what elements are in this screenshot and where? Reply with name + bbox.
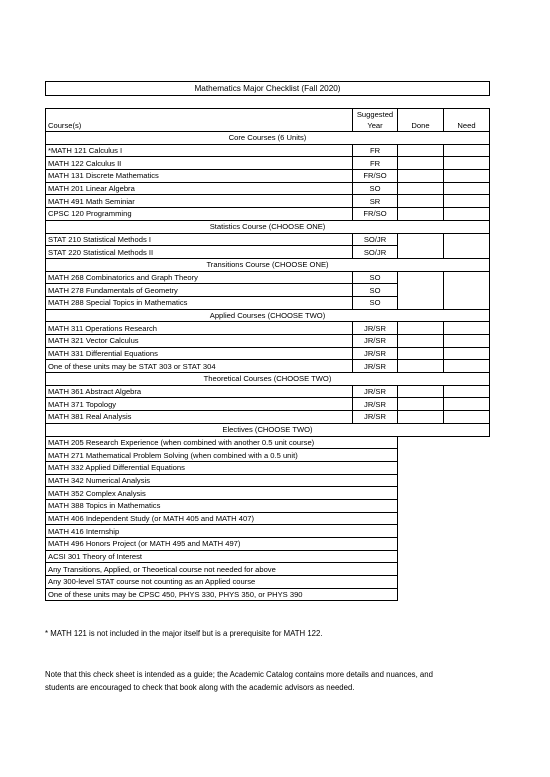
checklist-table bbox=[45, 108, 490, 601]
section-header-electives bbox=[46, 423, 490, 436]
empty-cell bbox=[444, 563, 490, 576]
elective-name: MATH 416 Internship bbox=[46, 525, 398, 538]
header-row bbox=[46, 120, 490, 132]
section-header-transitions bbox=[46, 258, 490, 271]
elective-row bbox=[46, 538, 490, 551]
done-checkbox-cell[interactable] bbox=[398, 170, 444, 183]
suggested-year: JR/SR bbox=[353, 322, 398, 335]
suggested-year: JR/SR bbox=[353, 385, 398, 398]
suggested-year: SO/JR bbox=[353, 246, 398, 259]
empty-cell bbox=[444, 525, 490, 538]
elective-row bbox=[46, 449, 490, 462]
need-checkbox-cell[interactable] bbox=[444, 398, 490, 411]
empty-cell bbox=[444, 474, 490, 487]
section-title: Applied Courses (CHOOSE TWO) bbox=[46, 309, 490, 322]
elective-name: MATH 332 Applied Differential Equations bbox=[46, 461, 398, 474]
need-checkbox-cell[interactable] bbox=[444, 322, 490, 335]
done-checkbox-cell[interactable] bbox=[398, 157, 444, 170]
empty-cell bbox=[398, 461, 444, 474]
header-blank bbox=[46, 109, 353, 121]
elective-row bbox=[46, 512, 490, 525]
empty-cell bbox=[444, 550, 490, 563]
section-header-applied bbox=[46, 309, 490, 322]
course-name: MATH 268 Combinatorics and Graph Theory bbox=[46, 271, 353, 284]
need-checkbox-cell[interactable] bbox=[444, 195, 490, 208]
header-need: Need bbox=[444, 120, 490, 132]
elective-name: ACSI 301 Theory of Interest bbox=[46, 550, 398, 563]
suggested-year: SO bbox=[353, 271, 398, 284]
elective-row bbox=[46, 550, 490, 563]
course-name: MATH 491 Math Seminiar bbox=[46, 195, 353, 208]
section-title: Core Courses (6 Units) bbox=[46, 132, 490, 145]
suggested-year: JR/SR bbox=[353, 398, 398, 411]
done-checkbox-cell[interactable] bbox=[398, 271, 444, 309]
empty-cell bbox=[398, 487, 444, 500]
header-row bbox=[46, 109, 490, 121]
elective-row bbox=[46, 461, 490, 474]
need-checkbox-cell[interactable] bbox=[444, 360, 490, 373]
course-name: MATH 321 Vector Calculus bbox=[46, 335, 353, 348]
elective-name: MATH 342 Numerical Analysis bbox=[46, 474, 398, 487]
done-checkbox-cell[interactable] bbox=[398, 144, 444, 157]
course-name: MATH 311 Operations Research bbox=[46, 322, 353, 335]
done-checkbox-cell[interactable] bbox=[398, 322, 444, 335]
empty-cell bbox=[398, 588, 444, 601]
elective-name: Any 300-level STAT course not counting as an Applied course bbox=[46, 576, 398, 589]
empty-cell bbox=[398, 550, 444, 563]
suggested-year: FR/SO bbox=[353, 208, 398, 221]
need-checkbox-cell[interactable] bbox=[444, 170, 490, 183]
suggested-year: JR/SR bbox=[353, 411, 398, 424]
done-checkbox-cell[interactable] bbox=[398, 182, 444, 195]
done-checkbox-cell[interactable] bbox=[398, 398, 444, 411]
course-row bbox=[46, 195, 490, 208]
suggested-year: FR bbox=[353, 144, 398, 157]
header-blank bbox=[398, 109, 444, 121]
empty-cell bbox=[444, 499, 490, 512]
page-title: Mathematics Major Checklist (Fall 2020) bbox=[45, 81, 490, 96]
done-checkbox-cell[interactable] bbox=[398, 411, 444, 424]
footnote: * MATH 121 is not included in the major itself but is a prerequisite for MATH 122. bbox=[45, 629, 323, 638]
suggested-year: FR bbox=[353, 157, 398, 170]
section-title: Electives (CHOOSE TWO) bbox=[46, 423, 490, 436]
empty-cell bbox=[398, 474, 444, 487]
need-checkbox-cell[interactable] bbox=[444, 233, 490, 258]
need-checkbox-cell[interactable] bbox=[444, 157, 490, 170]
suggested-year: JR/SR bbox=[353, 335, 398, 348]
course-row bbox=[46, 170, 490, 183]
done-checkbox-cell[interactable] bbox=[398, 360, 444, 373]
elective-row bbox=[46, 499, 490, 512]
empty-cell bbox=[444, 588, 490, 601]
course-name: MATH 131 Discrete Mathematics bbox=[46, 170, 353, 183]
course-name: MATH 122 Calculus II bbox=[46, 157, 353, 170]
elective-name: MATH 496 Honors Project (or MATH 495 and MATH 497) bbox=[46, 538, 398, 551]
empty-cell bbox=[398, 538, 444, 551]
course-name: *MATH 121 Calculus I bbox=[46, 144, 353, 157]
need-checkbox-cell[interactable] bbox=[444, 144, 490, 157]
course-name: MATH 201 Linear Algebra bbox=[46, 182, 353, 195]
empty-cell bbox=[444, 449, 490, 462]
course-row bbox=[46, 398, 490, 411]
empty-cell bbox=[398, 525, 444, 538]
empty-cell bbox=[444, 487, 490, 500]
empty-cell bbox=[444, 538, 490, 551]
course-row bbox=[46, 335, 490, 348]
course-row bbox=[46, 360, 490, 373]
empty-cell bbox=[444, 576, 490, 589]
course-row bbox=[46, 157, 490, 170]
elective-row bbox=[46, 563, 490, 576]
course-name: MATH 371 Topology bbox=[46, 398, 353, 411]
elective-name: MATH 271 Mathematical Problem Solving (when combined with a 0.5 unit) bbox=[46, 449, 398, 462]
elective-row bbox=[46, 474, 490, 487]
suggested-year: JR/SR bbox=[353, 360, 398, 373]
empty-cell bbox=[398, 449, 444, 462]
done-checkbox-cell[interactable] bbox=[398, 208, 444, 221]
need-checkbox-cell[interactable] bbox=[444, 182, 490, 195]
course-name: STAT 220 Statistical Methods II bbox=[46, 246, 353, 259]
suggested-year: SO bbox=[353, 284, 398, 297]
suggested-year: JR/SR bbox=[353, 347, 398, 360]
course-row bbox=[46, 385, 490, 398]
course-row bbox=[46, 322, 490, 335]
empty-cell bbox=[398, 499, 444, 512]
course-name: MATH 288 Special Topics in Mathematics bbox=[46, 296, 353, 309]
need-checkbox-cell[interactable] bbox=[444, 271, 490, 309]
elective-name: MATH 388 Topics in Mathematics bbox=[46, 499, 398, 512]
suggested-year: SO/JR bbox=[353, 233, 398, 246]
done-checkbox-cell[interactable] bbox=[398, 195, 444, 208]
need-checkbox-cell[interactable] bbox=[444, 411, 490, 424]
section-title: Statistics Course (CHOOSE ONE) bbox=[46, 220, 490, 233]
suggested-year: SR bbox=[353, 195, 398, 208]
empty-cell bbox=[444, 461, 490, 474]
course-name: MATH 331 Differential Equations bbox=[46, 347, 353, 360]
course-row bbox=[46, 411, 490, 424]
section-title: Theoretical Courses (CHOOSE TWO) bbox=[46, 373, 490, 386]
section-header-statistics bbox=[46, 220, 490, 233]
need-checkbox-cell[interactable] bbox=[444, 335, 490, 348]
need-checkbox-cell[interactable] bbox=[444, 347, 490, 360]
empty-cell bbox=[398, 576, 444, 589]
guide-note: Note that this check sheet is intended as a guide; the Academic Catalog contains more details and nuances, and students are encouraged to check that book along with the academic advisors as needed. bbox=[45, 670, 433, 692]
done-checkbox-cell[interactable] bbox=[398, 347, 444, 360]
elective-row bbox=[46, 436, 490, 449]
empty-cell bbox=[398, 436, 444, 449]
header-done: Done bbox=[398, 120, 444, 132]
header-course: Course(s) bbox=[46, 120, 353, 132]
need-checkbox-cell[interactable] bbox=[444, 385, 490, 398]
elective-name: MATH 406 Independent Study (or MATH 405 and MATH 407) bbox=[46, 512, 398, 525]
course-name: STAT 210 Statistical Methods I bbox=[46, 233, 353, 246]
course-row bbox=[46, 144, 490, 157]
suggested-year: FR/SO bbox=[353, 170, 398, 183]
empty-cell bbox=[444, 512, 490, 525]
course-name: One of these units may be STAT 303 or STAT 304 bbox=[46, 360, 353, 373]
elective-name: One of these units may be CPSC 450, PHYS 330, PHYS 350, or PHYS 390 bbox=[46, 588, 398, 601]
done-checkbox-cell[interactable] bbox=[398, 385, 444, 398]
course-name: MATH 361 Abstract Algebra bbox=[46, 385, 353, 398]
course-row bbox=[46, 233, 490, 246]
elective-row bbox=[46, 588, 490, 601]
header-year: Year bbox=[353, 120, 398, 132]
header-suggested: Suggested bbox=[353, 109, 398, 121]
course-name: CPSC 120 Programming bbox=[46, 208, 353, 221]
course-name: MATH 278 Fundamentals of Geometry bbox=[46, 284, 353, 297]
done-checkbox-cell[interactable] bbox=[398, 335, 444, 348]
empty-cell bbox=[444, 436, 490, 449]
section-title: Transitions Course (CHOOSE ONE) bbox=[46, 258, 490, 271]
done-checkbox-cell[interactable] bbox=[398, 233, 444, 258]
empty-cell bbox=[398, 563, 444, 576]
elective-name: MATH 352 Complex Analysis bbox=[46, 487, 398, 500]
course-name: MATH 381 Real Analysis bbox=[46, 411, 353, 424]
course-row bbox=[46, 347, 490, 360]
course-row bbox=[46, 271, 490, 284]
course-row bbox=[46, 208, 490, 221]
suggested-year: SO bbox=[353, 296, 398, 309]
elective-row bbox=[46, 525, 490, 538]
need-checkbox-cell[interactable] bbox=[444, 208, 490, 221]
course-row bbox=[46, 182, 490, 195]
section-header-core bbox=[46, 132, 490, 145]
elective-name: MATH 205 Research Experience (when combined with another 0.5 unit course) bbox=[46, 436, 398, 449]
elective-name: Any Transitions, Applied, or Theoetical course not needed for above bbox=[46, 563, 398, 576]
section-header-theoretical bbox=[46, 373, 490, 386]
suggested-year: SO bbox=[353, 182, 398, 195]
empty-cell bbox=[398, 512, 444, 525]
elective-row bbox=[46, 576, 490, 589]
elective-row bbox=[46, 487, 490, 500]
header-blank bbox=[444, 109, 490, 121]
